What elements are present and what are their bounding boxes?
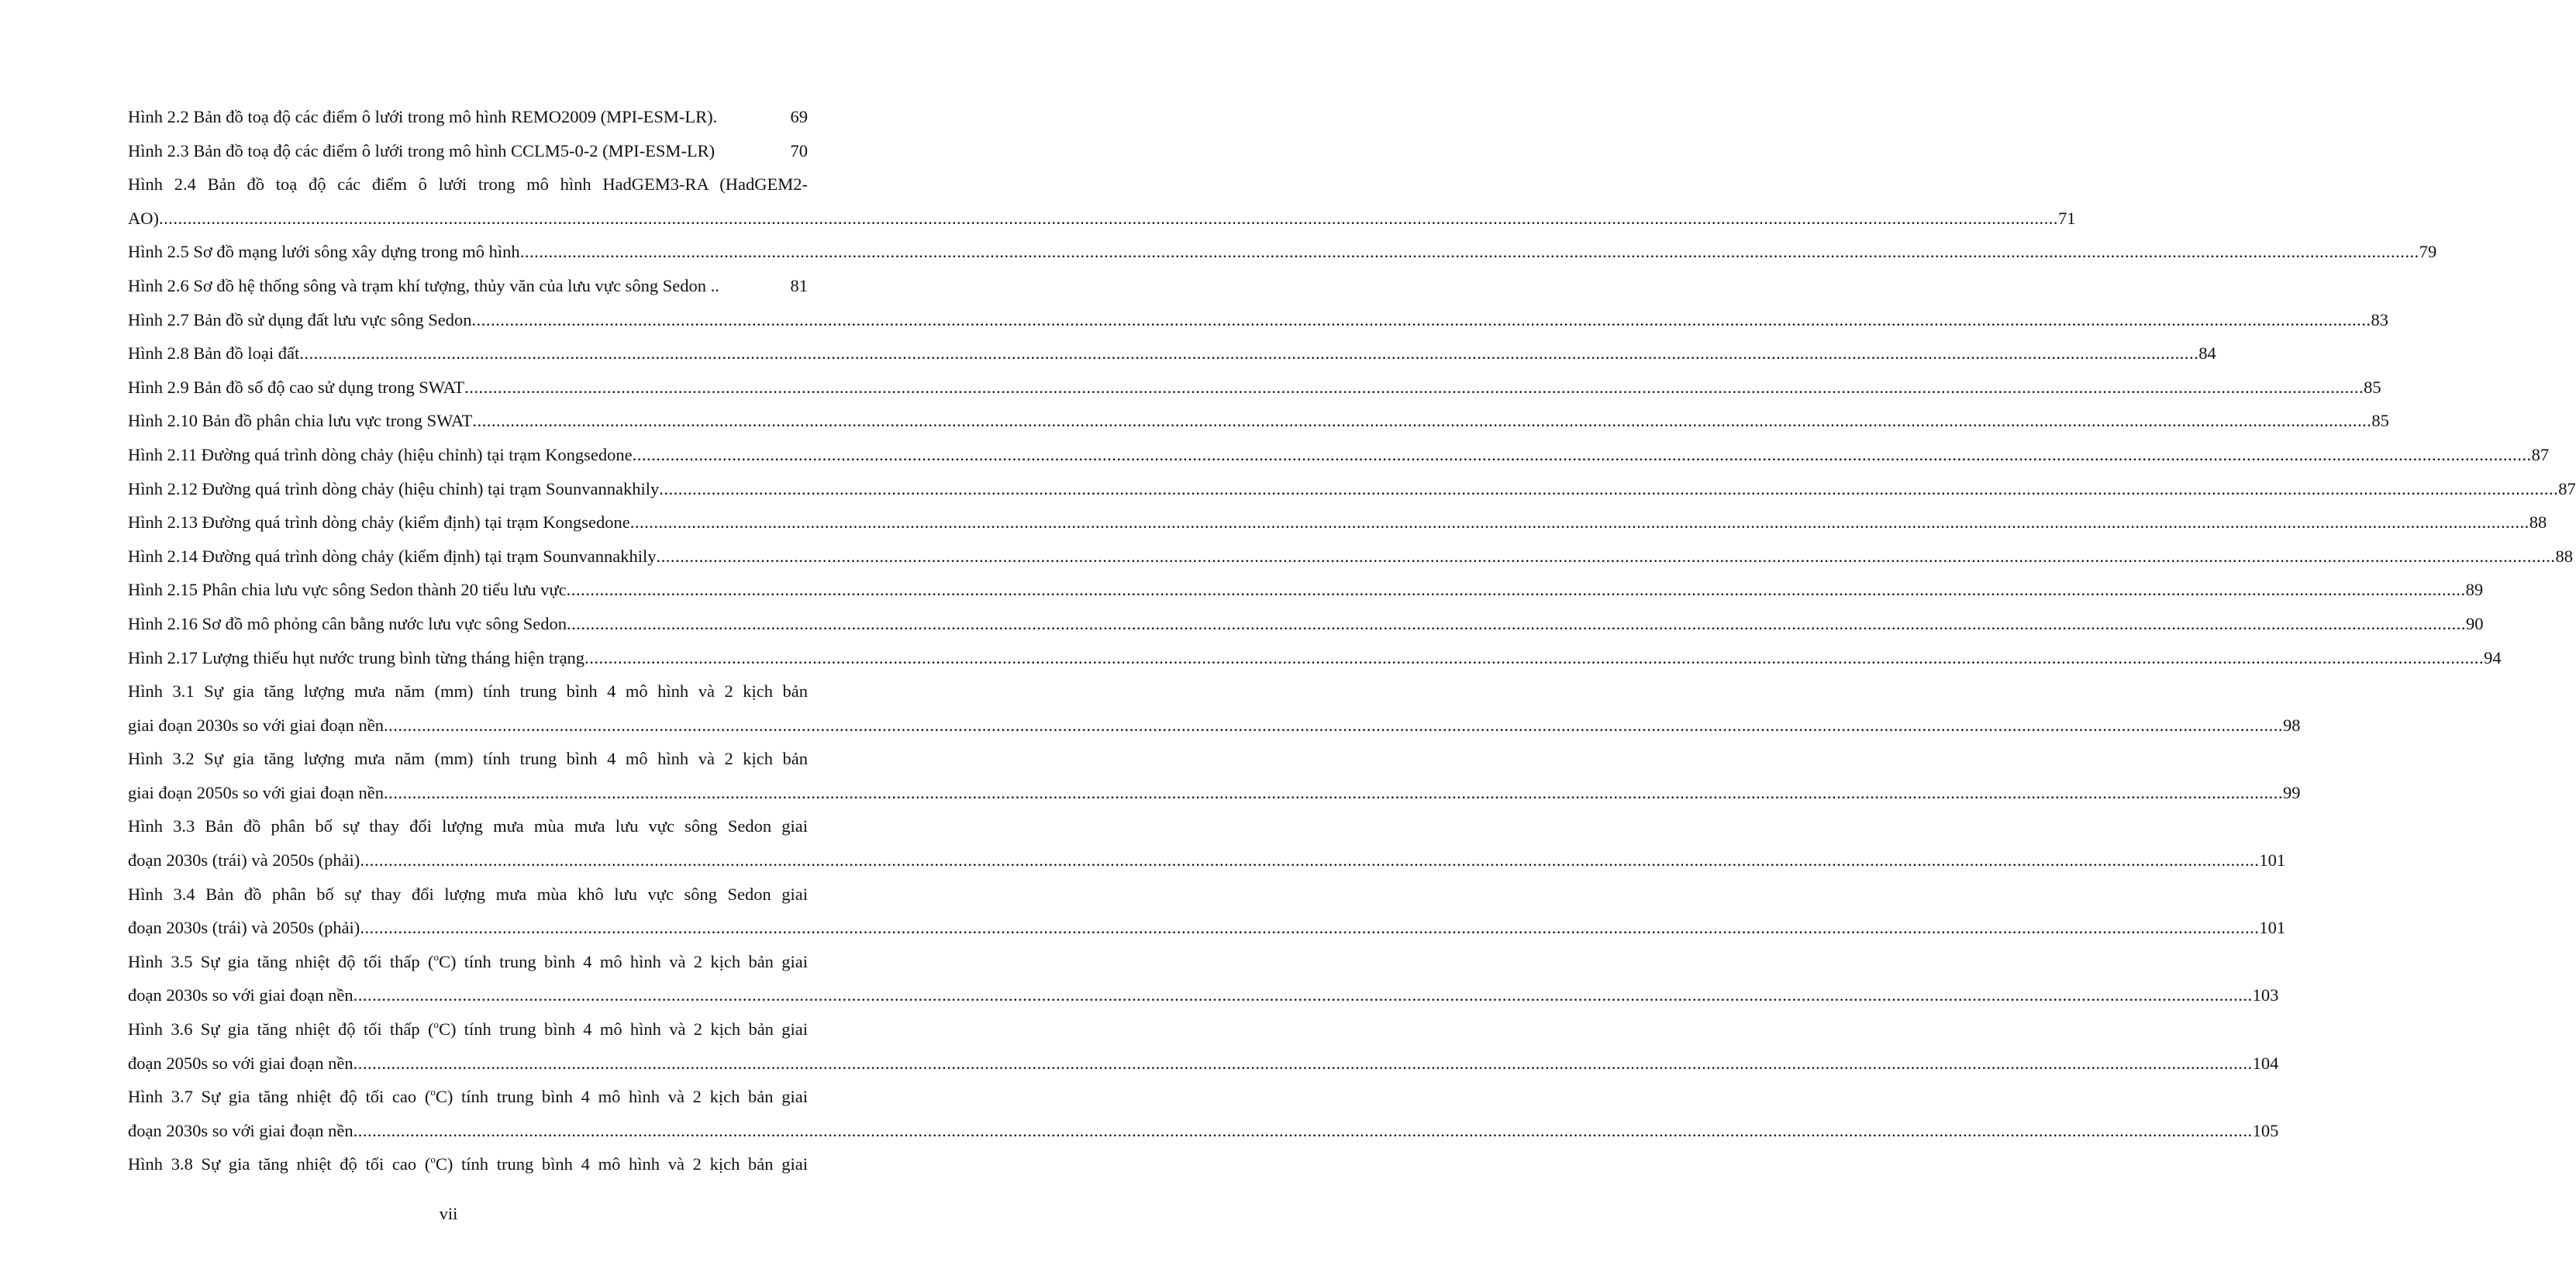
toc-entry-page: 83	[2371, 309, 2388, 329]
toc-entry-page: 71	[2058, 208, 2076, 228]
toc-entry-line	[128, 776, 2301, 810]
toc-entry-line	[128, 505, 2547, 540]
dot-leader: ................................................................................................................................................................................................................................................................................................................................................................................................................	[519, 242, 2419, 262]
toc-entry-title-part: C) tính trung bình 4 mô hình và 2 kịch bản giai	[435, 1087, 808, 1107]
toc-entry-line	[128, 709, 2301, 743]
toc-entry-title: Hình 2.17 Lượng thiếu hụt nước trung bình từng tháng hiện trạng	[128, 647, 585, 667]
toc-entry-page: 87	[2531, 444, 2550, 464]
toc-entry-line	[128, 269, 808, 303]
toc-entry-title: giai đoạn 2030s so với giai đoạn nền	[128, 715, 384, 735]
toc-entry-title: Hình 2.2 Bản đồ toạ độ các điểm ô lưới trong mô hình REMO2009 (MPI-ESM-LR).	[128, 107, 718, 126]
dot-leader: ................................................................................................................................................................................................................................................................................................................................................................................................................	[585, 647, 2485, 667]
toc-entry	[128, 371, 2381, 405]
dot-leader: ................................................................................................................................................................................................................................................................................................................................................................................................................	[472, 411, 2372, 431]
toc-entry-line	[128, 843, 2286, 878]
toc-entry	[128, 235, 2437, 269]
toc-entry-title: Hình 2.16 Sơ đồ mô phỏng cân bằng nước lưu vực sông Sedon	[128, 613, 567, 633]
toc-entry-page: 79	[2419, 242, 2437, 262]
toc-entry-title: AO)	[128, 208, 159, 228]
toc-entry-title: Hình 2.6 Sơ đồ hệ thống sông và trạm khí tượng, thủy văn của lưu vực sông Sedon ..	[128, 275, 719, 295]
toc-entry	[128, 573, 2484, 607]
degree-superscript: o	[433, 1019, 439, 1031]
dot-leader: ................................................................................................................................................................................................................................................................................................................................................................................................................	[566, 613, 2466, 633]
toc-entry-page: 98	[2282, 715, 2301, 735]
toc-entry-title: Hình 2.7 Bản đồ sử dụng đất lưu vực sông Sedon	[128, 309, 472, 329]
toc-entry-page: 84	[2198, 343, 2216, 364]
toc-entry	[128, 1080, 2279, 1147]
degree-superscript: o	[433, 950, 439, 963]
toc-entry	[128, 100, 808, 134]
toc-entry-title-part: Hình 3.6 Sự gia tăng nhiệt độ tối thấp (	[128, 1019, 434, 1040]
toc-entry-title: Hình 2.13 Đường quá trình dòng chảy (kiểm định) tại trạm Kongsedone	[128, 512, 630, 533]
toc-entry-page: 99	[2282, 782, 2301, 802]
toc-entry-title: Hình 2.4 Bản đồ toạ độ các điểm ô lưới trong mô hình HadGEM3-RA (HadGEM2-	[128, 174, 808, 195]
toc-entry	[128, 1012, 2279, 1080]
dot-leader	[719, 269, 791, 303]
toc-entry-title: Hình 2.9 Bản đồ số độ cao sử dụng trong SWAT	[128, 377, 465, 397]
toc-entry-title-part: C) tính trung bình 4 mô hình và 2 kịch bản giai	[438, 951, 809, 971]
toc-entry-title	[128, 1147, 808, 1181]
dot-leader: ................................................................................................................................................................................................................................................................................................................................................................................................................	[360, 918, 2260, 938]
toc-entry-title-part: C) tính trung bình 4 mô hình và 2 kịch bản giai	[438, 1019, 809, 1040]
toc-entry-title-part: Hình 3.8 Sự gia tăng nhiệt độ tối cao (	[128, 1154, 431, 1174]
toc-entry-page: 88	[2555, 546, 2573, 566]
toc-entry-title-part: Hình 3.5 Sự gia tăng nhiệt độ tối thấp (	[128, 951, 434, 971]
toc-entry-title: Hình 2.3 Bản đồ toạ độ các điểm ô lưới trong mô hình CCLM5-0-2 (MPI-ESM-LR)	[128, 140, 716, 160]
toc-entry	[128, 1147, 808, 1181]
toc-entry	[128, 472, 2576, 506]
page-number: vii	[439, 1204, 458, 1223]
toc-entry-title-part: Hình 3.7 Sự gia tăng nhiệt độ tối cao (	[128, 1087, 431, 1107]
toc-entry-title: đoạn 2030s so với giai đoạn nền	[128, 1120, 353, 1140]
toc-entry-title: Hình 3.2 Sự gia tăng lượng mưa năm (mm) tính trung bình 4 mô hình và 2 kịch bản	[128, 749, 808, 769]
toc-entry-title: đoạn 2050s so với giai đoạn nền	[128, 1053, 353, 1073]
toc-entry-line	[128, 1114, 2279, 1148]
toc-entry	[128, 505, 2547, 540]
toc-entry-line	[128, 202, 2076, 236]
toc-entry-title: Hình 2.15 Phân chia lưu vực sông Sedon thành 20 tiểu lưu vực	[128, 580, 567, 600]
dot-leader: ................................................................................................................................................................................................................................................................................................................................................................................................................	[464, 377, 2364, 397]
toc-entry-page: 90	[2465, 613, 2484, 633]
toc-entry-line	[128, 573, 2484, 607]
toc-entry-line	[128, 540, 2573, 574]
toc-entry	[128, 674, 2301, 742]
toc-entry-page: 85	[2364, 377, 2381, 397]
toc-entry-page: 94	[2484, 647, 2502, 667]
toc-entry-page: 87	[2558, 478, 2576, 498]
dot-leader: ................................................................................................................................................................................................................................................................................................................................................................................................................	[632, 444, 2532, 464]
toc-entry-title: Hình 2.11 Đường quá trình dòng chảy (hiệu chỉnh) tại trạm Kongsedone	[128, 444, 633, 464]
toc-entry	[128, 878, 2286, 945]
dot-leader: ................................................................................................................................................................................................................................................................................................................................................................................................................	[656, 546, 2556, 566]
degree-superscript: o	[430, 1153, 436, 1166]
dot-leader: ................................................................................................................................................................................................................................................................................................................................................................................................................	[353, 1120, 2253, 1140]
toc-entry-title: Hình 3.4 Bản đồ phân bố sự thay đổi lượng mưa mùa khô lưu vực sông Sedon giai	[128, 884, 808, 904]
toc-entry-line	[128, 607, 2484, 641]
dot-leader: ................................................................................................................................................................................................................................................................................................................................................................................................................	[629, 512, 2529, 533]
toc-entry	[128, 134, 808, 168]
toc-entry-page: 103	[2252, 985, 2279, 1005]
list-of-figures	[128, 100, 2576, 1181]
dot-leader: ................................................................................................................................................................................................................................................................................................................................................................................................................	[353, 985, 2253, 1005]
toc-entry	[128, 167, 2076, 235]
toc-entry	[128, 540, 2573, 574]
toc-entry-title: Hình 2.12 Đường quá trình dòng chảy (hiệu chỉnh) tại trạm Sounvannakhily	[128, 478, 660, 498]
toc-entry	[128, 303, 2388, 337]
toc-entry-page: 85	[2371, 411, 2389, 431]
toc-entry-line	[128, 371, 2381, 405]
toc-entry-title: Hình 3.3 Bản đồ phân bố sự thay đổi lượng mưa mùa mưa lưu vực sông Sedon giai	[128, 816, 808, 836]
toc-entry-line	[128, 134, 808, 168]
toc-entry-title: đoạn 2030s (trái) và 2050s (phải)	[128, 918, 360, 938]
toc-entry-line	[128, 235, 2437, 269]
toc-entry	[128, 809, 2286, 877]
toc-entry-title: Hình 2.5 Sơ đồ mạng lưới sông xây dựng trong mô hình	[128, 242, 520, 262]
toc-entry-title: Hình 3.1 Sự gia tăng lượng mưa năm (mm) tính trung bình 4 mô hình và 2 kịch bản	[128, 681, 808, 702]
dot-leader: ................................................................................................................................................................................................................................................................................................................................................................................................................	[353, 1053, 2253, 1073]
toc-entry-page: 101	[2259, 850, 2286, 871]
toc-entry-title: Hình 2.10 Bản đồ phân chia lưu vực trong SWAT	[128, 411, 473, 431]
toc-entry	[128, 641, 2502, 675]
toc-entry	[128, 269, 808, 303]
toc-entry-title-part: C) tính trung bình 4 mô hình và 2 kịch bản giai	[435, 1154, 808, 1174]
toc-entry-title: giai đoạn 2050s so với giai đoạn nền	[128, 782, 384, 802]
toc-entry-page: 70	[790, 140, 808, 160]
toc-entry-page: 104	[2252, 1053, 2279, 1073]
toc-entry-title	[128, 1080, 808, 1114]
toc-entry-line	[128, 100, 808, 134]
toc-entry-title: đoạn 2030s so với giai đoạn nền	[128, 985, 353, 1005]
toc-entry-line	[128, 1047, 2279, 1081]
toc-entry-line	[128, 472, 2576, 506]
toc-entry-page: 89	[2465, 580, 2484, 600]
dot-leader: ................................................................................................................................................................................................................................................................................................................................................................................................................	[383, 715, 2283, 735]
toc-entry-title: Hình 2.8 Bản đồ loại đất	[128, 343, 300, 364]
toc-entry-line	[128, 978, 2279, 1012]
dot-leader	[715, 134, 790, 168]
dot-leader: ................................................................................................................................................................................................................................................................................................................................................................................................................	[299, 343, 2199, 364]
toc-entry-line	[128, 641, 2502, 675]
toc-entry	[128, 404, 2389, 438]
toc-entry	[128, 607, 2484, 641]
degree-superscript: o	[430, 1086, 436, 1098]
toc-entry-page: 101	[2259, 918, 2286, 938]
toc-entry	[128, 945, 2279, 1012]
toc-entry-title: đoạn 2030s (trái) và 2050s (phải)	[128, 850, 360, 871]
toc-entry-title	[128, 945, 808, 979]
toc-entry	[128, 438, 2550, 472]
dot-leader: ................................................................................................................................................................................................................................................................................................................................................................................................................	[471, 309, 2371, 329]
toc-entry-page: 88	[2529, 512, 2547, 533]
toc-entry-line	[128, 404, 2389, 438]
toc-entry-line	[128, 303, 2388, 337]
toc-entry-line	[128, 336, 2216, 371]
toc-entry-page: 81	[790, 275, 808, 295]
dot-leader: ................................................................................................................................................................................................................................................................................................................................................................................................................	[383, 782, 2283, 802]
dot-leader: ................................................................................................................................................................................................................................................................................................................................................................................................................	[360, 850, 2260, 871]
dot-leader: ................................................................................................................................................................................................................................................................................................................................................................................................................	[566, 580, 2466, 600]
toc-entry-line	[128, 911, 2286, 945]
dot-leader: ................................................................................................................................................................................................................................................................................................................................................................................................................	[159, 208, 2058, 228]
toc-entry-page: 69	[790, 107, 808, 126]
toc-entry-title: Hình 2.14 Đường quá trình dòng chảy (kiểm định) tại trạm Sounvannakhily	[128, 546, 657, 566]
dot-leader	[717, 100, 790, 134]
toc-entry	[128, 336, 2216, 371]
toc-entry-line	[128, 438, 2550, 472]
toc-entry-title	[128, 1012, 808, 1047]
toc-entry	[128, 742, 2301, 809]
dot-leader: ................................................................................................................................................................................................................................................................................................................................................................................................................	[659, 478, 2559, 498]
toc-entry-page: 105	[2252, 1120, 2279, 1140]
